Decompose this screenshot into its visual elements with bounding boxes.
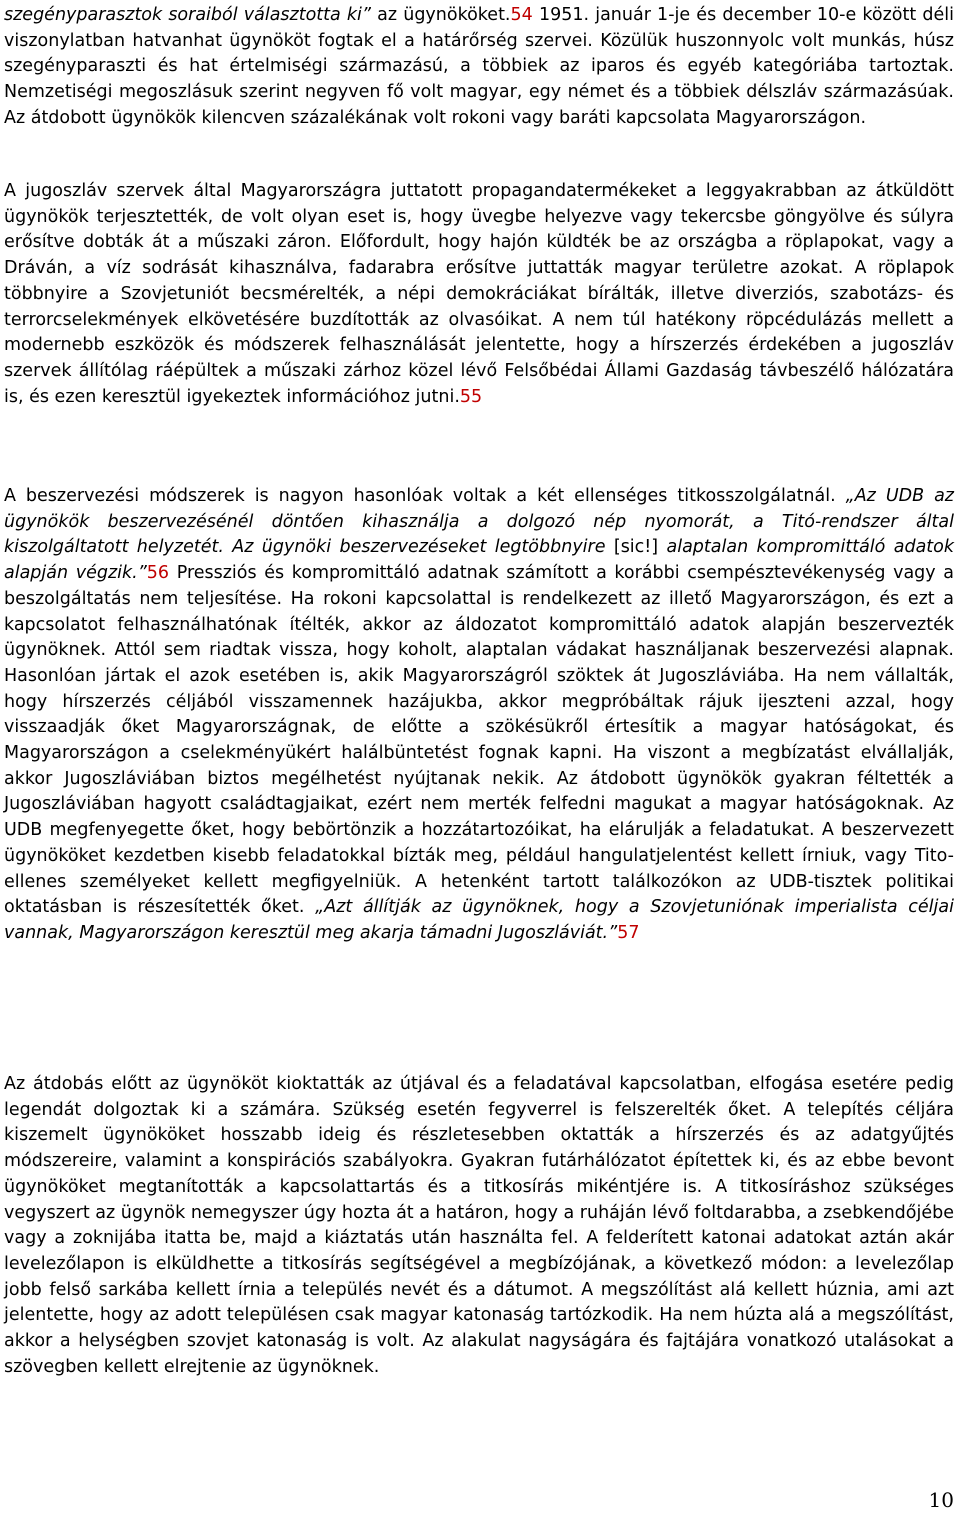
quoted-text: „Az UDB az ügynökök beszervezésénél döntően kihasználja a dolgozó nép nyomorát, a Titó-rendszer által kiszolgáltatott helyzetét. Az ügynöki beszervezéseket legtöbbnyire — [4, 486, 954, 558]
footnote-ref[interactable]: 56 — [146, 563, 170, 584]
footnote-ref[interactable]: 57 — [617, 922, 640, 943]
text-run: A beszervezési módszerek is nagyon hasonlóak voltak a két ellenséges titkosszolgálatnál. — [4, 486, 846, 506]
text-run: [sic!] — [605, 537, 667, 558]
text-run: az ügynököket. — [370, 5, 511, 25]
paragraph-1 — [4, 3, 954, 132]
text-run: 1951. január 1-je és december 10-e között déli viszonylatban hatvanhat ügynököt fogtak el a határőrség szervei. Közülük huszonnyolc volt munkás, húsz szegényparaszti és hat értelmiségi származású, a többiek az iparos és egyéb kategóriába tartoztak. Nemzetiségi megoszlásuk szerint negyven fő volt magyar, egy német és a többiek délszláv származásúak. Az átdobott ügynökök kilencven százalékának volt rokoni vagy baráti kapcsolata Magyarországon. — [4, 5, 955, 128]
quoted-text: alaptalan kompromittáló adatok alapján végzik.” — [4, 537, 954, 584]
quoted-text: „Azt állítják az ügynöknek, hogy a Szovjetuniónak imperialista céljai vannak, Magyarországon keresztül meg akarja támadni Jugoszláviát.” — [4, 897, 954, 943]
text-run: Az átdobás előtt az ügynököt kioktatták az útjával és a feladatával kapcsolatban, elfogása esetére pedig legendát dolgoztak ki a számára. Szükség esetén fegyverrel is felszerelték őket. A telepítés céljára kiszemelt ügynököket hosszabb ideig és részletesebben oktatták a hírszerzés és az adatgyűjtés módszereire, valamint a konspirációs szabályokra. Gyakran futárhálózatot építettek ki, és az ebbe bevont ügynököket megtanították a kapcsolattartás és a titkosírás mikéntjére is. A titkosíráshoz szükséges vegyszert az ügynök nemegyszer úgy hozta át a határon, hogy a ruháján lévő foltdarabba, a zsebkendőjébe vagy a zoknijába itatta be, majd a kiáztatás után használta fel. A felderített katonai adatokat aztán akár levelezőlapon is elküldhette a titkosírás segítségével a megbízójának, a következő módon: a levelezőlap jobb felső sarkába kellett írnia a település nevét és a dátumot. A megszólítást alá kellett húznia, ami azt jelentette, hogy az adott településen csak magyar katonaság tartózkodik. Ha nem húzta alá a megszólítást, akkor a helységben szovjet katonaság is volt. Az alakulat nagyságára és fajtájára vonatkozó utalásokat a szövegben kellett elrejtenie az ügynöknek. — [4, 1074, 954, 1377]
footnote-ref[interactable]: 54 — [510, 5, 533, 25]
footnote-ref[interactable]: 55 — [459, 386, 483, 407]
page-number: 10 — [928, 1488, 954, 1512]
paragraph-4 — [4, 1072, 954, 1380]
quoted-text: szegényparasztok soraiból választotta ki” — [4, 5, 371, 25]
text-run: Pressziós és kompromittáló adatnak számított a korábbi csempésztevékenység vagy a beszolgáltatás nem teljesítése. Ha rokoni kapcsolattal is rendelkezett az illető Magyarországon, és ezt a kapcsolatot felhasználhatónak ítélték, akkor az áldozatot kompromittáló adatok alapján beszervezték ügynöknek. Attól sem riadtak vissza, hogy koholt, alaptalan vádakat használjanak beszervezési alapnak. Hasonlóan jártak el azok esetében is, akik Magyarországról szöktek át Jugoszláviába. Ha nem vállalták, hogy hírszerzés céljából visszamennek hazájukba, akkor megpróbáltak rájuk ijeszteni azzal, hogy visszaadják őket Magyarországnak, de előtte a szökésükről értesítik a magyar hatóságokat, és Magyarországon a cselekményükért halálbüntetést fognak kapni. Ha viszont a megbízatást elvállalják, akkor Jugoszláviában biztos megélhetést nyújtanak nekik. Az átdobott ügynökök gyakran féltették a Jugoszláviában hagyott családtagjaikat, ezért nem merték felfedni magukat a magyar hatóságoknak. Az UDB megfenyegette őket, hogy bebörtönzik a hozzátartozóikat, ha elárulják a feladatukat. A beszervezett ügynököket kezdetben kisebb feladatokkal bízták meg, például hangulatjelentést kellett írniuk, vagy Tito-ellenes személyeket kellett megfigyelniük. A hetenként tartott találkozókon az UDB-tisztek politikai oktatásban is részesítették őket. — [4, 563, 955, 918]
paragraph-2 — [4, 179, 954, 410]
paragraph-3 — [4, 484, 954, 947]
text-run: A jugoszláv szervek által Magyarországra juttatott propagandatermékeket a leggyakrabban az átküldött ügynökök terjesztették, de volt olyan eset is, hogy üvegbe helyezve vagy tekercsbe göngyölve és súlyra erősítve dobták át a műszaki záron. Előfordult, hogy hajón küldték be az országba a röplapokat, vagy a Dráván, a víz sodrását kihasználva, fadarabra erősítve juttatták magyar területre azokat. A röplapok többnyire a Szovjetuniót becsmérelték, a népi demokráciákat bírálták, illetve diverziós, szabotázs- és terrorcselekmények elkövetésére buzdították az olvasóikat. A nem túl hatékony röpcédulázás mellett a modernebb eszközök és módszerek felhasználását jelentette, hogy a hírszerzés érdekében a jugoszláv szervek állítólag ráépültek a műszaki zárhoz közel lévő Felsőbédai Állami Gazdaság távbeszélő hálózatára is, és ezen keresztül igyekeztek információhoz jutni. — [4, 181, 954, 407]
